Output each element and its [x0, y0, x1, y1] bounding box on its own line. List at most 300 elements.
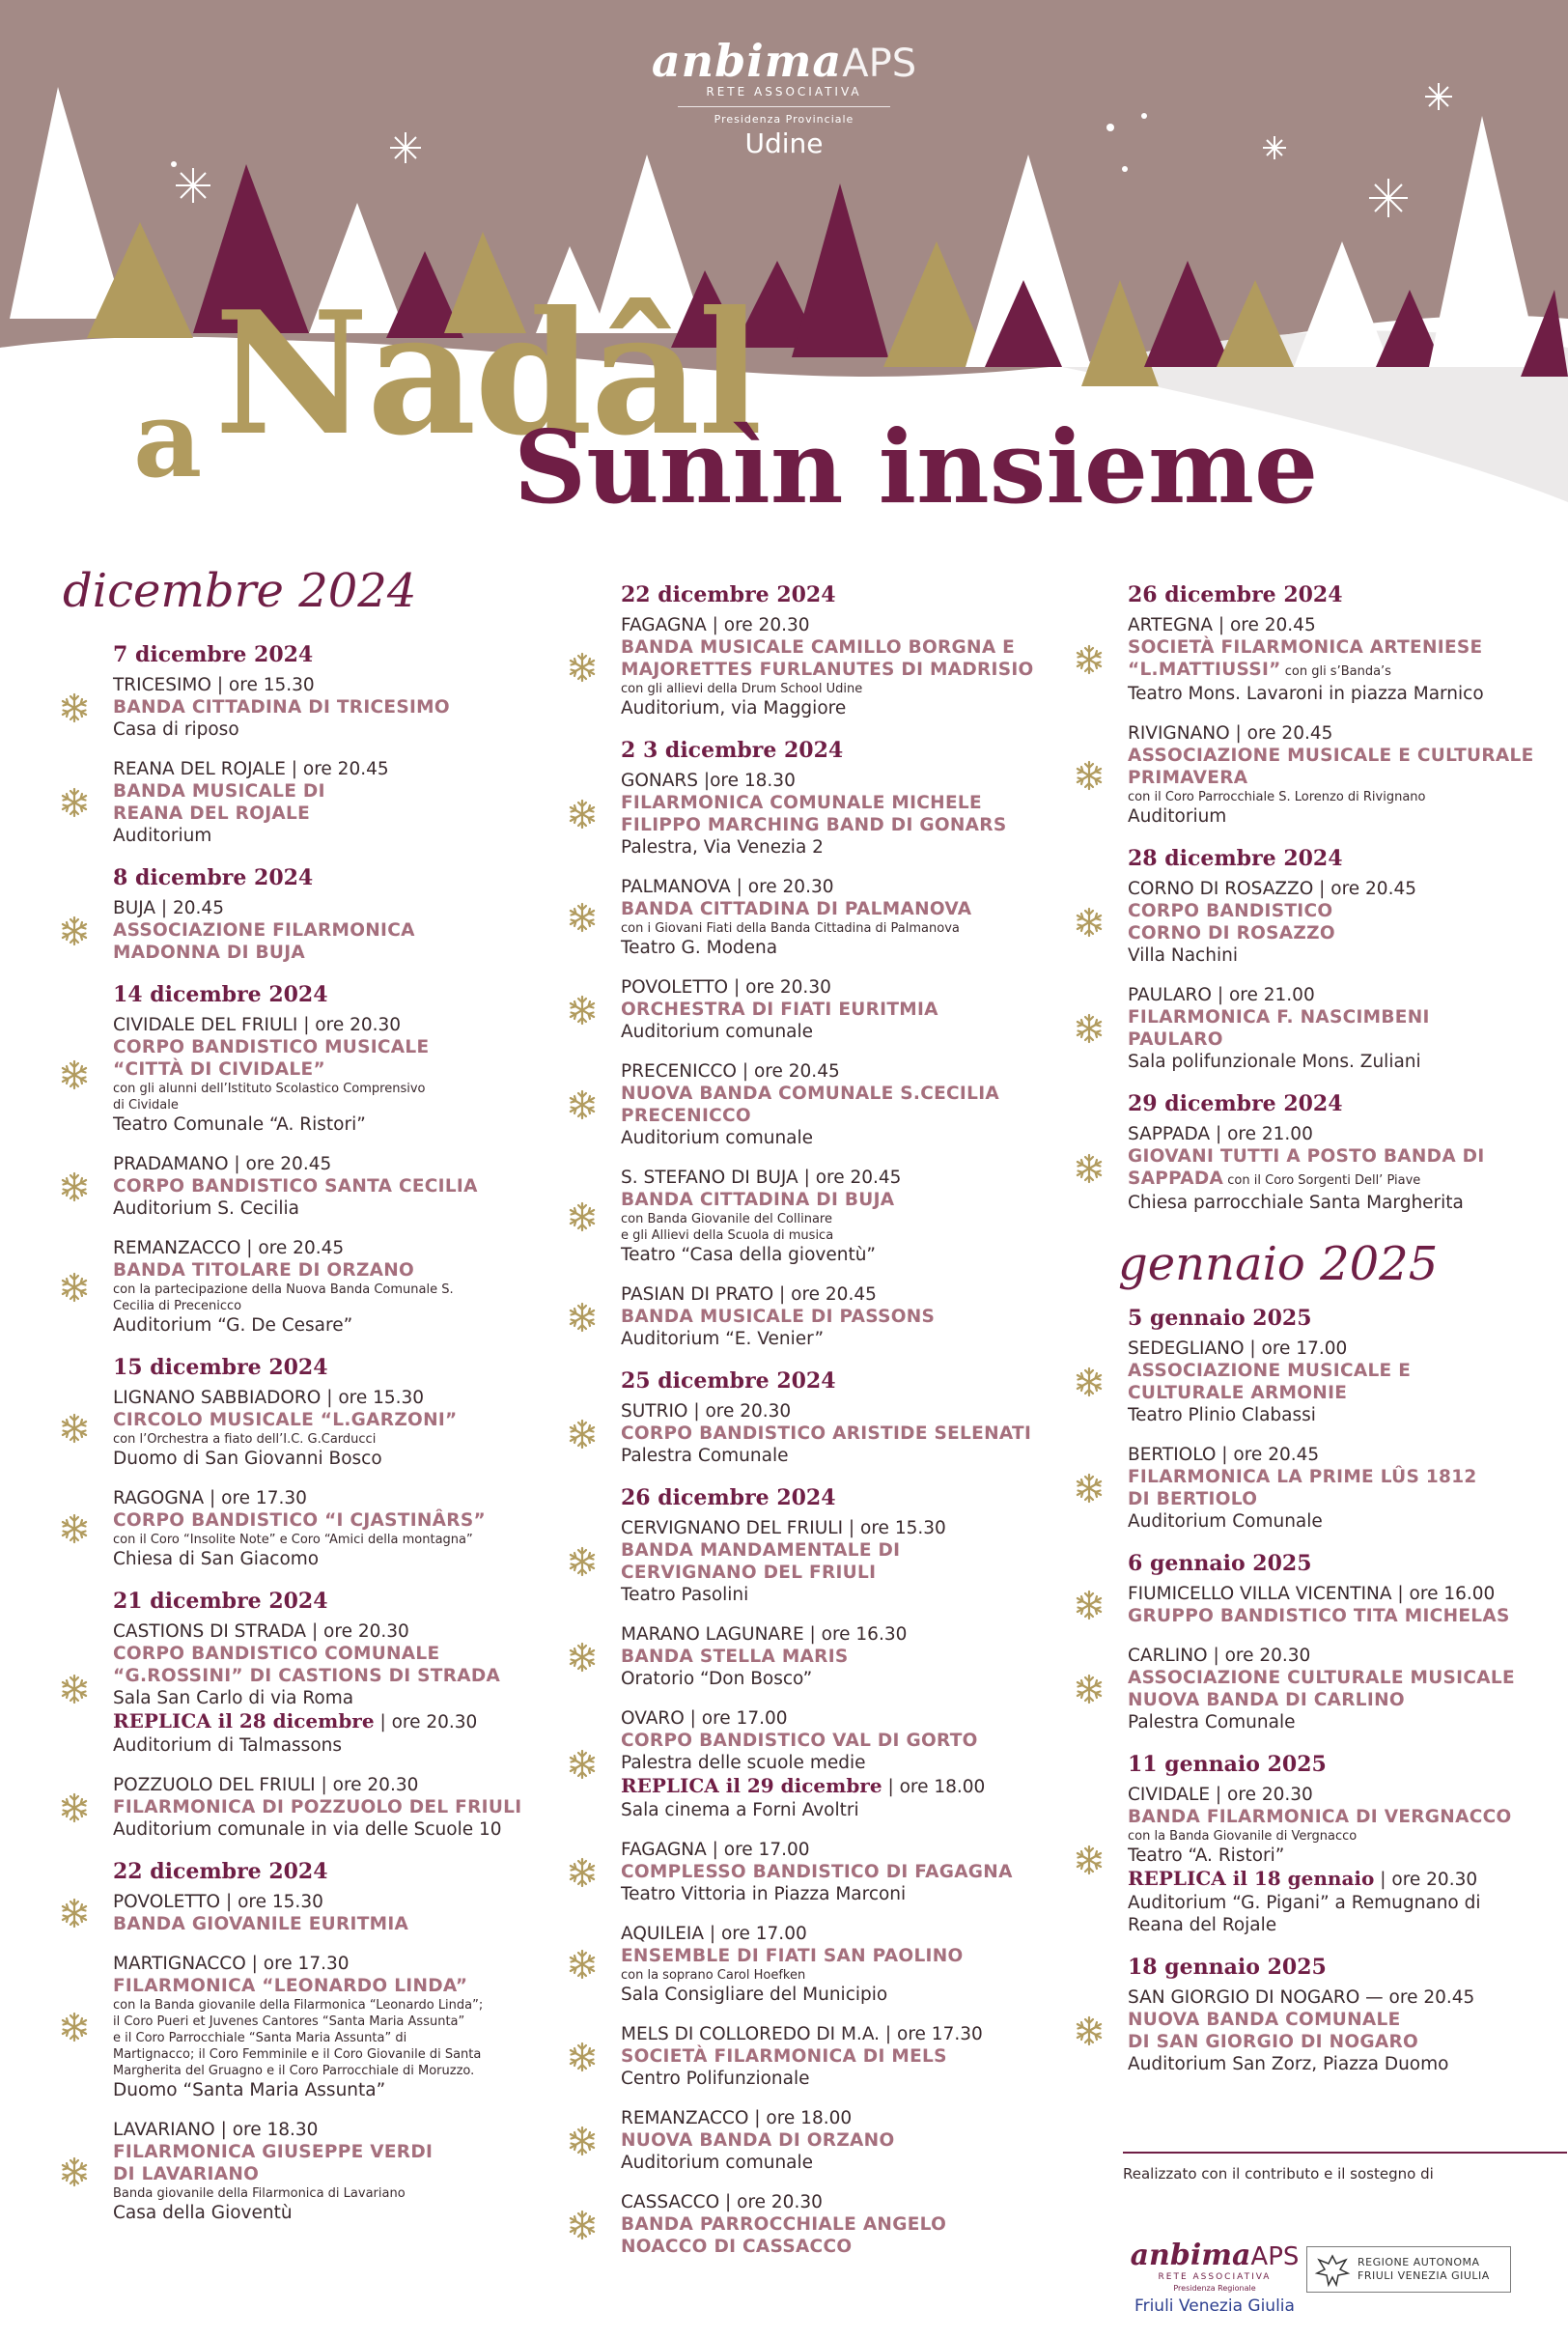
event-item	[621, 770, 1075, 859]
event-item	[621, 1839, 1075, 1905]
footer-logo-aps: APS	[1250, 2242, 1300, 2271]
title-sunin-insieme: Sunìn insieme	[514, 408, 1319, 526]
snowflake-icon	[567, 1201, 598, 1232]
snowflake-icon	[59, 2156, 90, 2187]
event-band-name-text: ENSEMBLE DI FIATI SAN PAOLINO	[621, 1946, 964, 1966]
event-band-name	[621, 1189, 1075, 1211]
event-replica	[621, 1774, 1075, 1799]
event-location-time: BERTIOLO | ore 20.45	[1128, 1445, 1320, 1465]
event-band-name	[1128, 1466, 1553, 1510]
date-heading: 7 dicembre 2024	[113, 642, 314, 667]
event-item	[1128, 722, 1553, 828]
event-item	[113, 1387, 576, 1470]
event-item	[621, 2191, 1075, 2258]
snowflake-icon	[567, 2126, 598, 2156]
event-band-name-text: CORPO BANDISTICO SANTA CECILIA	[113, 1176, 478, 1197]
event-venue: Sala Consigliare del Municipio	[621, 1985, 888, 2005]
event-location-time: MARANO LAGUNARE | ore 16.30	[621, 1624, 908, 1645]
event-band-name	[621, 636, 1075, 681]
event-location-time: CASTIONS DI STRADA | ore 20.30	[113, 1621, 409, 1642]
event-band-name	[1128, 900, 1553, 944]
event-item	[1128, 1444, 1553, 1533]
event-location-time: CORNO DI ROSAZZO | ore 20.45	[1128, 879, 1416, 899]
event-location-time: TRICESIMO | ore 15.30	[113, 675, 315, 695]
event-venue: Teatro “Casa della gioventù”	[621, 1245, 877, 1265]
date-heading: 26 dicembre 2024	[621, 1485, 836, 1510]
title-a: a	[133, 377, 203, 501]
event-venue: Casa di riposo	[113, 719, 239, 740]
event-venue: Palestra, Via Venezia 2	[621, 837, 824, 858]
event-band-name	[621, 2129, 1075, 2152]
column-2	[621, 574, 1075, 2275]
date-heading: 22 dicembre 2024	[113, 1859, 328, 1884]
event-item	[1128, 984, 1553, 1073]
event-note: con il Coro “Insolite Note” e Coro “Amici della montagna”	[113, 1533, 473, 1547]
event-item	[621, 976, 1075, 1043]
date-heading: 21 dicembre 2024	[113, 1589, 328, 1614]
event-band-name-text: BANDA TITOLARE DI ORZANO	[113, 1260, 415, 1281]
snowflake-icon	[1074, 1473, 1105, 1504]
event-item	[1128, 1338, 1553, 1426]
snowflake-icon	[59, 787, 90, 818]
date-heading: 18 gennaio 2025	[1128, 1955, 1327, 1980]
event-band-name-text: SOCIETÀ FILARMONICA DI MELS	[621, 2046, 947, 2067]
event-venue: Auditorium “G. De Cesare”	[113, 1315, 353, 1336]
event-item	[621, 1167, 1075, 1266]
event-venue: Teatro Vittoria in Piazza Marconi	[621, 1884, 907, 1904]
event-band-name	[621, 898, 1075, 920]
event-location-time: CERVIGNANO DEL FRIULI | ore 15.30	[621, 1518, 946, 1538]
event-item	[621, 1623, 1075, 1690]
event-replica	[113, 1709, 576, 1734]
snowflake-icon	[1074, 1845, 1105, 1875]
snowflake-icon	[59, 1171, 90, 1202]
snowflake-icon	[59, 1674, 90, 1704]
event-band-name	[621, 1861, 1075, 1883]
event-band-name-text: BANDA PARROCCHIALE ANGELO NOACCO DI CASSACCO	[621, 2214, 947, 2257]
event-band-name-text: CIRCOLO MUSICALE “L.GARZONI”	[113, 1410, 458, 1430]
event-venue: Duomo “Santa Maria Assunta”	[113, 2080, 386, 2100]
snowflake-icon	[59, 692, 90, 723]
event-location-time: REANA DEL ROJALE | ore 20.45	[113, 759, 389, 779]
event-band-name-text: CORPO BANDISTICO COMUNALE “G.ROSSINI” DI CASTIONS DI STRADA	[113, 1644, 501, 1686]
event-location-time: SAPPADA | ore 21.00	[1128, 1124, 1313, 1144]
snowflake-icon	[1074, 907, 1105, 938]
event-band-name-text: BANDA MUSICALE DI PASSONS	[621, 1307, 936, 1327]
logo-aps: APS	[842, 42, 917, 86]
event-band-name-text: NUOVA BANDA DI ORZANO	[621, 2130, 895, 2151]
event-item	[1128, 1784, 1553, 1936]
event-band-name-text: BANDA CITTADINA DI PALMANOVA	[621, 899, 972, 919]
event-venue: Sala San Carlo di via Roma	[113, 1688, 354, 1708]
event-location-time: PRECENICCO | ore 20.45	[621, 1061, 840, 1082]
snowflake-icon	[567, 1949, 598, 1980]
event-band-name	[1128, 1006, 1553, 1051]
event-band-name	[621, 2045, 1075, 2068]
event-band-name-text: NUOVA BANDA COMUNALE S.CECILIA PRECENICCO	[621, 1084, 999, 1126]
date-heading: 11 gennaio 2025	[1128, 1752, 1327, 1777]
eagle-icon	[1313, 2250, 1352, 2289]
replica-time: | ore 20.30	[1374, 1870, 1478, 1890]
event-venue: Teatro G. Modena	[621, 938, 778, 958]
date-heading: 29 dicembre 2024	[1128, 1091, 1343, 1116]
snowflake-icon	[567, 2210, 598, 2240]
snowflake-icon	[1074, 1013, 1105, 1044]
snowflake-icon	[567, 1089, 598, 1120]
event-location-time: RIVIGNANO | ore 20.45	[1128, 723, 1333, 744]
event-location-time: SAN GIORGIO DI NOGARO — ore 20.45	[1128, 1987, 1475, 2008]
event-band-name-text: BANDA MUSICALE DI REANA DEL ROJALE	[113, 781, 325, 824]
event-venue: Auditorium “E. Venier”	[621, 1329, 825, 1349]
event-location-time: PASIAN DI PRATO | ore 20.45	[621, 1284, 877, 1305]
snowflake-icon	[59, 1898, 90, 1929]
logo-city: Udine	[744, 127, 824, 159]
footer-sponsors	[1123, 2152, 1548, 2316]
event-band-name-text: BANDA CITTADINA DI BUJA	[621, 1190, 895, 1210]
event-band-name	[1128, 2009, 1553, 2053]
event-band-name	[1128, 1145, 1553, 1192]
event-location-time: LIGNANO SABBIADORO | ore 15.30	[113, 1388, 425, 1408]
footer-logo-presidency: Presidenza Regionale	[1173, 2284, 1256, 2293]
event-venue: Auditorium	[1128, 806, 1227, 827]
event-venue: Sala polifunzionale Mons. Zuliani	[1128, 1052, 1421, 1072]
event-band-name-text: BANDA CITTADINA DI TRICESIMO	[113, 697, 450, 718]
event-venue: Auditorium San Zorz, Piazza Duomo	[1128, 2054, 1449, 2074]
event-location-time: FAGAGNA | ore 20.30	[621, 615, 810, 635]
event-band-name	[621, 2213, 1075, 2258]
event-item	[113, 897, 576, 964]
event-band-name	[621, 1945, 1075, 1967]
replica-time: | ore 18.00	[882, 1777, 986, 1797]
event-location-time: FAGAGNA | ore 17.00	[621, 1840, 810, 1860]
replica-venue: Auditorium “G. Pigani” a Remugnano di Reana del Rojale	[1128, 1893, 1481, 1935]
event-band-name	[113, 1175, 576, 1197]
event-item	[621, 1923, 1075, 2006]
replica-time: | ore 20.30	[374, 1712, 478, 1732]
event-venue: Palestra Comunale	[1128, 1712, 1296, 1732]
date-heading: 15 dicembre 2024	[113, 1355, 328, 1380]
snowflake-icon	[1074, 1366, 1105, 1397]
event-item	[113, 1891, 576, 1935]
event-replica	[1128, 1867, 1553, 1892]
event-band-name	[621, 1539, 1075, 1584]
replica-label: REPLICA il 28 dicembre	[113, 1709, 375, 1732]
event-band-name-text: BANDA STELLA MARIS	[621, 1647, 849, 1667]
event-band-name	[113, 2141, 576, 2185]
event-band-name-text: FILARMONICA DI POZZUOLO DEL FRIULI	[113, 1797, 522, 1817]
event-guest-note: con gli s’Banda’s	[1280, 664, 1391, 679]
event-band-name-text: FILARMONICA GIUSEPPE VERDI DI LAVARIANO	[113, 2142, 434, 2184]
snowflake-icon	[567, 1857, 598, 1888]
date-heading: 14 dicembre 2024	[113, 982, 328, 1007]
event-item	[113, 674, 576, 741]
event-band-name	[113, 1913, 576, 1935]
event-band-name-text: ASSOCIAZIONE CULTURALE MUSICALE NUOVA BANDA DI CARLINO	[1128, 1668, 1515, 1710]
event-note: con la partecipazione della Nuova Banda Comunale S. Cecilia di Precenicco	[113, 1282, 454, 1313]
event-band-name-text: BANDA FILARMONICA DI VERGNACCO	[1128, 1807, 1512, 1827]
event-venue: Auditorium S. Cecilia	[113, 1198, 299, 1219]
event-venue: Villa Nachini	[1128, 945, 1238, 966]
region-logo-line1: REGIONE AUTONOMA	[1358, 2256, 1480, 2268]
event-note: con il Coro Parrocchiale S. Lorenzo di Rivignano	[1128, 790, 1426, 804]
event-band-name-text: BANDA GIOVANILE EURITMIA	[113, 1914, 409, 1934]
event-band-name-text: BANDA MANDAMENTALE DI CERVIGNANO DEL FRIULI	[621, 1540, 901, 1583]
event-item	[1128, 1645, 1553, 1733]
event-item	[113, 758, 576, 847]
event-band-name	[113, 1975, 576, 1997]
snowflake-icon	[567, 995, 598, 1026]
event-band-name	[1128, 636, 1553, 683]
event-band-name-text: COMPLESSO BANDISTICO DI FAGAGNA	[621, 1862, 1013, 1882]
footer-text: Realizzato con il contributo e il sostegno di	[1123, 2165, 1434, 2183]
event-note: con gli allievi della Drum School Udine	[621, 682, 863, 696]
event-item	[113, 1487, 576, 1570]
event-location-time: MARTIGNACCO | ore 17.30	[113, 1954, 350, 1974]
event-location-time: RAGOGNA | ore 17.30	[113, 1488, 307, 1508]
event-band-name	[113, 1643, 576, 1687]
snowflake-icon	[567, 799, 598, 830]
event-item	[621, 1283, 1075, 1350]
event-band-name	[1128, 1605, 1553, 1627]
snowflake-icon	[567, 1419, 598, 1450]
snowflake-icon	[59, 1272, 90, 1303]
event-item	[621, 1060, 1075, 1149]
snowflake-icon	[1074, 1590, 1105, 1620]
region-fvg-logo	[1306, 2246, 1511, 2293]
hero-banner	[0, 0, 1568, 579]
footer-divider	[1123, 2152, 1567, 2154]
date-heading: 28 dicembre 2024	[1128, 846, 1343, 871]
event-venue: Teatro Mons. Lavaroni in piazza Marnico	[1128, 684, 1484, 704]
event-guest-note: con il Coro Sorgenti Dell’ Piave	[1223, 1173, 1421, 1188]
event-location-time: PRADAMANO | ore 20.45	[113, 1154, 332, 1174]
snowflake-icon	[1074, 644, 1105, 675]
event-band-name-text: ASSOCIAZIONE MUSICALE E CULTURALE ARMONIE	[1128, 1361, 1412, 1403]
event-item	[621, 2107, 1075, 2174]
event-band-name	[113, 919, 576, 964]
event-venue: Chiesa di San Giacomo	[113, 1549, 320, 1569]
event-band-name-text: GRUPPO BANDISTICO TITA MICHELAS	[1128, 1606, 1510, 1626]
event-location-time: CIVIDALE DEL FRIULI | ore 20.30	[113, 1015, 402, 1035]
event-band-name-text: CORPO BANDISTICO “I CJASTINÂRS”	[113, 1510, 486, 1531]
event-item	[621, 876, 1075, 959]
event-note: con la Banda giovanile della Filarmonica “Leonardo Linda”; il Coro Pueri et Juvenes Cantores “Santa Maria Assunta” e il Coro Parrocchiale “Santa Maria Assunta” di Martignacco; il Coro Femminile e il Coro Giovanile di Santa Margherita del Gruagno e il Coro Parrocchiale di Moruzzo.	[113, 1998, 484, 2078]
event-note: con Banda Giovanile del Collinare e gli Allievi della Scuola di musica	[621, 1212, 834, 1243]
event-venue: Auditorium comunale in via delle Scuole 10	[113, 1819, 502, 1840]
footer-logo-rete: RETE ASSOCIATIVA	[1158, 2272, 1272, 2282]
footer-logo-main: anbima	[1130, 2239, 1251, 2272]
event-location-time: SUTRIO | ore 20.30	[621, 1401, 792, 1422]
event-band-name	[113, 696, 576, 718]
snowflake-icon	[567, 1642, 598, 1673]
event-item	[1128, 1986, 1553, 2075]
snowflake-icon	[59, 915, 90, 946]
event-band-name-text: ASSOCIAZIONE FILARMONICA MADONNA DI BUJA	[113, 920, 415, 963]
event-band-name	[621, 1646, 1075, 1668]
event-item	[1128, 878, 1553, 967]
event-venue: Chiesa parrocchiale Santa Margherita	[1128, 1193, 1464, 1213]
event-band-name	[621, 1730, 1075, 1752]
date-heading: 25 dicembre 2024	[621, 1368, 836, 1394]
event-location-time: PALMANOVA | ore 20.30	[621, 877, 834, 897]
event-location-time: GONARS |ore 18.30	[621, 771, 796, 791]
event-venue: Auditorium comunale	[621, 2153, 814, 2173]
footer-logo-region: Friuli Venezia Giulia	[1134, 2296, 1295, 2316]
event-item	[113, 1774, 576, 1841]
event-band-name	[113, 1409, 576, 1431]
event-location-time: ARTEGNA | ore 20.45	[1128, 615, 1316, 635]
event-band-name-text: NUOVA BANDA COMUNALE DI SAN GIORGIO DI NOGARO	[1128, 2010, 1419, 2052]
event-item	[621, 614, 1075, 719]
event-location-time: FIUMICELLO VILLA VICENTINA | ore 16.00	[1128, 1584, 1496, 1604]
event-band-name	[621, 792, 1075, 836]
event-note: con la soprano Carol Hoefken	[621, 1968, 806, 1983]
event-band-name	[1128, 1360, 1553, 1404]
logo-main: anbima	[651, 35, 843, 87]
column-1	[63, 564, 576, 2241]
event-location-time: REMANZACCO | ore 20.45	[113, 1238, 345, 1258]
event-location-time: CASSACCO | ore 20.30	[621, 2192, 823, 2212]
event-note: Banda giovanile della Filarmonica di Lavariano	[113, 2186, 406, 2201]
event-item	[1128, 1583, 1553, 1627]
event-band-name	[113, 1259, 576, 1282]
month-heading: gennaio 2025	[1118, 1237, 1439, 1291]
event-venue: Auditorium Comunale	[1128, 1511, 1323, 1532]
date-heading: 22 dicembre 2024	[621, 582, 836, 607]
event-band-name	[621, 999, 1075, 1021]
event-venue: Palestra Comunale	[621, 1446, 789, 1466]
date-heading: 2 3 dicembre 2024	[621, 738, 844, 763]
snowflake-icon	[1074, 1153, 1105, 1184]
event-band-name-text: BANDA MUSICALE CAMILLO BORGNA E MAJORETTES FURLANUTES DI MADRISIO	[621, 637, 1034, 680]
event-item	[113, 1620, 576, 1757]
snowflake-icon	[59, 1413, 90, 1444]
event-venue: Teatro Pasolini	[621, 1585, 749, 1605]
event-item	[621, 1517, 1075, 1606]
event-note: con gli alunni dell’Istituto Scolastico Comprensivo di Cividale	[113, 1082, 426, 1113]
event-location-time: POZZUOLO DEL FRIULI | ore 20.30	[113, 1775, 419, 1795]
region-logo-line2: FRIULI VENEZIA GIULIA	[1358, 2269, 1490, 2282]
event-item	[621, 2023, 1075, 2090]
event-band-name	[621, 1083, 1075, 1127]
snowflake-icon	[59, 2012, 90, 2042]
event-band-name-text: CORPO BANDISTICO ARISTIDE SELENATI	[621, 1423, 1032, 1444]
event-band-name	[621, 1423, 1075, 1445]
anbima-logo	[0, 35, 1568, 159]
event-location-time: SEDEGLIANO | ore 17.00	[1128, 1338, 1348, 1359]
event-location-time: AQUILEIA | ore 17.00	[621, 1924, 807, 1944]
event-venue: Auditorium comunale	[621, 1128, 814, 1148]
snowflake-icon	[1074, 2015, 1105, 2046]
column-3	[1118, 574, 1553, 2093]
event-item	[113, 1153, 576, 1220]
event-item	[621, 1707, 1075, 1821]
event-location-time: OVARO | ore 17.00	[621, 1708, 788, 1729]
event-location-time: S. STEFANO DI BUJA | ore 20.45	[621, 1168, 902, 1188]
event-venue: Teatro “A. Ristori”	[1128, 1845, 1285, 1866]
snowflake-icon	[59, 1059, 90, 1090]
event-note: con la Banda Giovanile di Vergnacco	[1128, 1829, 1358, 1844]
anbima-fvg-logo	[1123, 2239, 1306, 2316]
event-band-name	[113, 1796, 576, 1818]
event-location-time: MELS DI COLLOREDO DI M.A. | ore 17.30	[621, 2024, 983, 2044]
event-note: con i Giovani Fiati della Banda Cittadina di Palmanova	[621, 921, 960, 936]
event-band-name	[621, 1306, 1075, 1328]
event-band-name-text: FILARMONICA LA PRIME LÛS 1812 DI BERTIOLO	[1128, 1467, 1477, 1509]
replica-label: REPLICA il 18 gennaio	[1128, 1867, 1375, 1890]
event-venue: Teatro Plinio Clabassi	[1128, 1405, 1316, 1425]
event-band-name	[113, 1509, 576, 1532]
month-heading: dicembre 2024	[63, 564, 417, 618]
snowflake-icon	[567, 652, 598, 683]
event-venue: Oratorio “Don Bosco”	[621, 1669, 813, 1689]
event-location-time: LAVARIANO | ore 18.30	[113, 2120, 319, 2140]
snowflake-icon	[567, 2042, 598, 2072]
event-band-name-text: CORPO BANDISTICO MUSICALE “CITTÀ DI CIVIDALE”	[113, 1037, 430, 1080]
event-band-name-text: FILARMONICA “LEONARDO LINDA”	[113, 1976, 468, 1996]
logo-divider	[678, 106, 890, 107]
event-venue: Auditorium comunale	[621, 1022, 814, 1042]
snowflake-icon	[567, 1546, 598, 1577]
event-band-name-text: ASSOCIAZIONE MUSICALE E CULTURALE PRIMAVERA	[1128, 746, 1534, 788]
replica-venue: Auditorium di Talmassons	[113, 1735, 343, 1756]
date-heading: 5 gennaio 2025	[1128, 1306, 1312, 1331]
snowflake-icon	[567, 902, 598, 933]
event-venue: Teatro Comunale “A. Ristori”	[113, 1114, 366, 1135]
date-heading: 26 dicembre 2024	[1128, 582, 1343, 607]
snowflake-icon	[567, 1749, 598, 1780]
event-venue: Auditorium, via Maggiore	[621, 698, 847, 718]
event-venue: Auditorium	[113, 826, 212, 846]
event-band-name-text: CORPO BANDISTICO VAL DI GORTO	[621, 1731, 978, 1751]
title-nadal: Nadâl	[214, 275, 761, 473]
event-location-time: CIVIDALE | ore 20.30	[1128, 1785, 1313, 1805]
replica-venue: Sala cinema a Forni Avoltri	[621, 1800, 859, 1820]
snowflake-icon	[1074, 760, 1105, 791]
date-heading: 8 dicembre 2024	[113, 865, 314, 890]
event-location-time: BUJA | 20.45	[113, 898, 224, 918]
snowflake-icon	[567, 1302, 598, 1333]
event-band-name-text: FILARMONICA F. NASCIMBENI PAULARO	[1128, 1007, 1430, 1050]
event-band-name	[1128, 1806, 1553, 1828]
event-band-name-text: SOCIETÀ FILARMONICA ARTENIESE “L.MATTIUSSI”	[1128, 637, 1483, 680]
event-venue: Centro Polifunzionale	[621, 2069, 810, 2089]
event-band-name-text: GIOVANI TUTTI A POSTO BANDA DI SAPPADA	[1128, 1146, 1485, 1189]
snowflake-icon	[59, 1792, 90, 1823]
event-item	[113, 1237, 576, 1337]
event-venue: Duomo di San Giovanni Bosco	[113, 1449, 382, 1469]
event-band-name	[113, 780, 576, 825]
event-item	[113, 1953, 576, 2101]
event-item	[113, 2119, 576, 2224]
event-item	[1128, 1123, 1553, 1214]
event-note: con l’Orchestra a fiato dell’I.C. G.Carducci	[113, 1432, 377, 1447]
event-band-name	[1128, 1667, 1553, 1711]
event-band-name-text: FILARMONICA COMUNALE MICHELE FILIPPO MARCHING BAND DI GONARS	[621, 793, 1007, 835]
event-band-name	[1128, 745, 1553, 789]
event-band-name-text: CORPO BANDISTICO CORNO DI ROSAZZO	[1128, 901, 1335, 944]
event-venue: Palestra delle scuole medie	[621, 1753, 866, 1773]
event-location-time: REMANZACCO | ore 18.00	[621, 2108, 853, 2128]
logo-presidency: Presidenza Provinciale	[714, 113, 854, 126]
event-location-time: POVOLETTO | ore 20.30	[621, 977, 831, 998]
event-venue: Casa della Gioventù	[113, 2203, 293, 2223]
event-item	[621, 1400, 1075, 1467]
event-item	[113, 1014, 576, 1136]
snowflake-icon	[1074, 1674, 1105, 1704]
event-location-time: PAULARO | ore 21.00	[1128, 985, 1315, 1005]
date-heading: 6 gennaio 2025	[1128, 1551, 1312, 1576]
